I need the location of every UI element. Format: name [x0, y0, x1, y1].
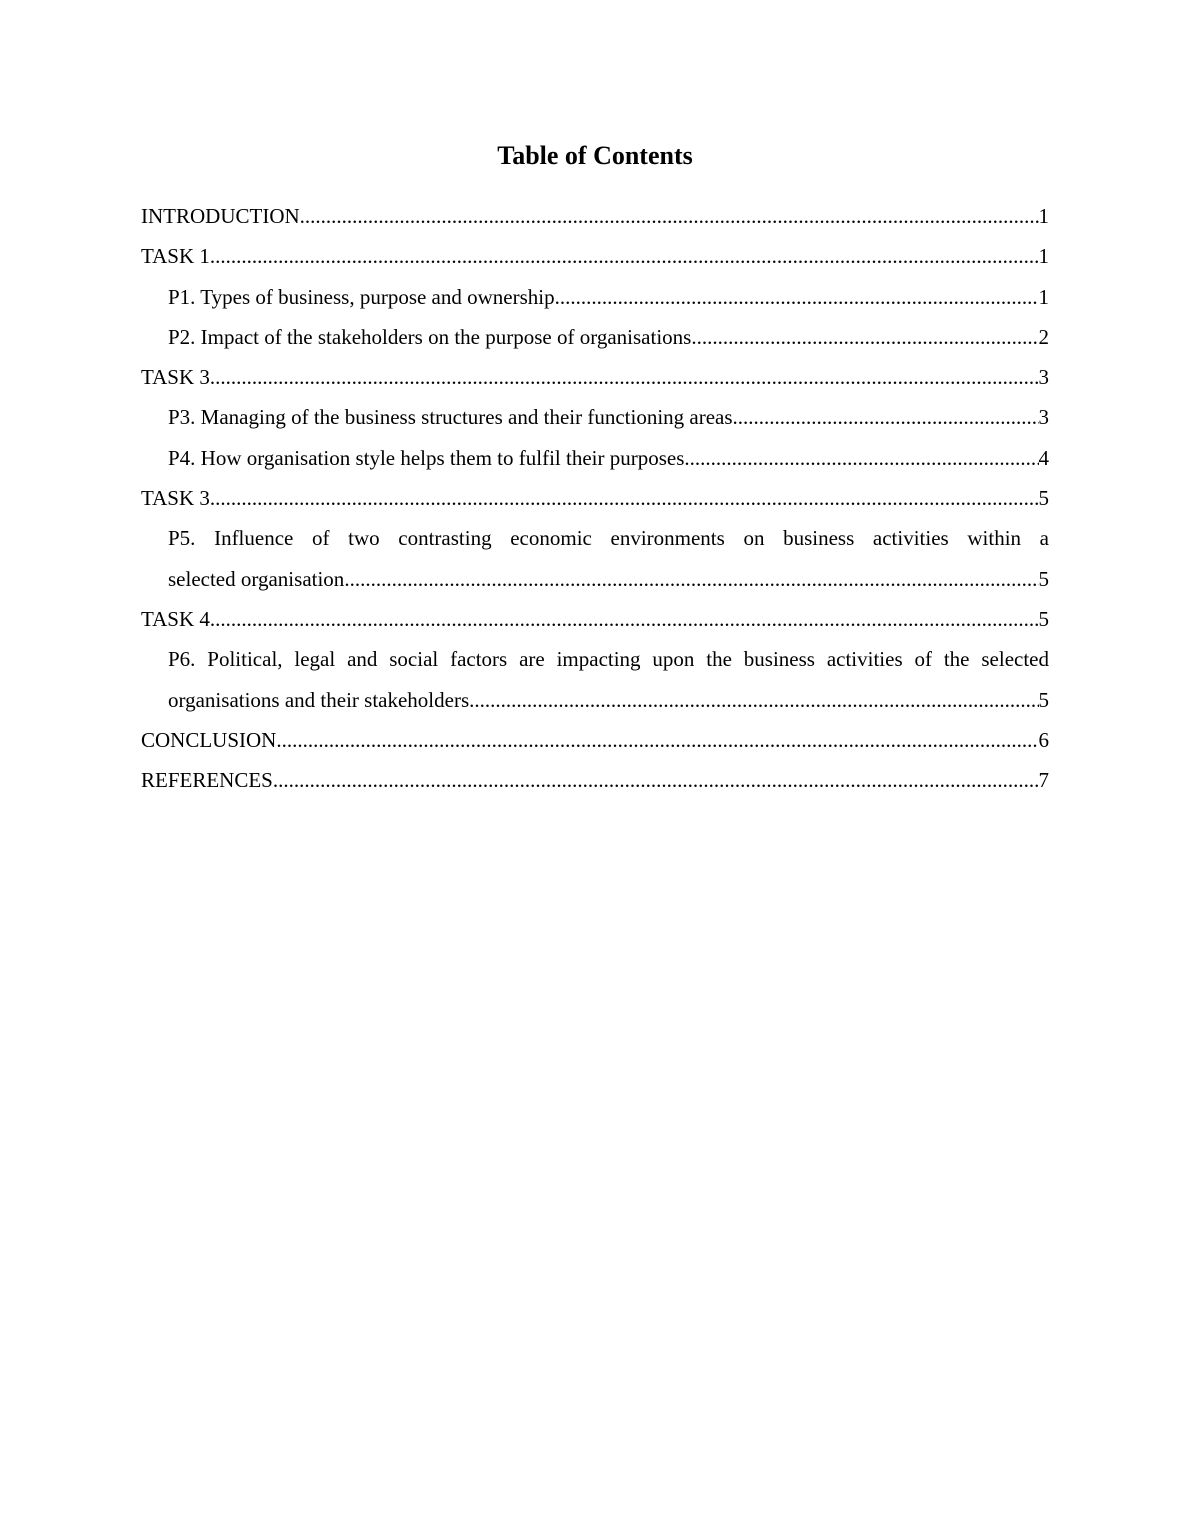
toc-entry-page: 5 [1038, 486, 1049, 511]
toc-entry-text-line-1: P5. Influence of two contrasting economic environments on business activities within a [168, 526, 1049, 551]
toc-entry-references[interactable] [141, 760, 1049, 800]
toc-entry-text: REFERENCES [141, 768, 273, 793]
dot-leader [344, 559, 1038, 599]
dot-leader [276, 720, 1038, 760]
dot-leader [210, 599, 1039, 639]
dot-leader [300, 196, 1039, 236]
toc-entry-text: TASK 3 [141, 365, 210, 390]
toc-entry-page: 3 [1038, 365, 1049, 390]
dot-leader [469, 680, 1038, 720]
toc-entry-page: 5 [1038, 566, 1049, 591]
toc-entry-text: INTRODUCTION [141, 204, 300, 228]
toc-list [141, 196, 1049, 800]
toc-entry-text: CONCLUSION [141, 727, 277, 752]
toc-entry-text: TASK 3 [141, 486, 210, 511]
toc-entry-introduction[interactable] [141, 196, 1049, 236]
dot-leader [555, 277, 1039, 317]
toc-entry-text: P2. Impact of the stakeholders on the purpose of organisations [168, 324, 692, 349]
dot-leader [210, 478, 1039, 518]
toc-entry-p4[interactable] [141, 438, 1049, 478]
dot-leader [684, 438, 1038, 478]
toc-entry-text-line-2: selected organisation [168, 566, 345, 591]
toc-entry-task-3-second[interactable] [141, 478, 1049, 518]
dot-leader [210, 236, 1039, 276]
toc-entry-p1[interactable] [141, 277, 1049, 317]
toc-entry-task-1[interactable] [141, 236, 1049, 276]
dot-leader [210, 357, 1039, 397]
toc-entry-text-line-1: P6. Political, legal and social factors are impacting upon the business activities of the selected [168, 647, 1049, 672]
toc-entry-task-3[interactable] [141, 357, 1049, 397]
toc-entry-page: 6 [1038, 727, 1049, 752]
toc-entry-text: TASK 1 [141, 244, 210, 269]
dot-leader [733, 397, 1039, 437]
toc-entry-p6[interactable] [141, 639, 1049, 720]
toc-entry-page: 1 [1038, 284, 1049, 309]
dot-leader [691, 317, 1038, 357]
toc-entry-text: P1. Types of business, purpose and ownership [168, 284, 555, 309]
toc-entry-page: 4 [1038, 445, 1049, 470]
toc-entry-task-4[interactable] [141, 599, 1049, 639]
toc-title: Table of Contents [497, 141, 693, 170]
toc-entry-conclusion[interactable] [141, 720, 1049, 760]
toc-entry-p3[interactable] [141, 397, 1049, 437]
toc-entry-page: 3 [1038, 405, 1049, 430]
toc-entry-page: 5 [1038, 606, 1049, 631]
toc-entry-page: 1 [1038, 244, 1049, 269]
toc-entry-page: 2 [1038, 324, 1049, 349]
toc-entry-text-line-2: organisations and their stakeholders [168, 687, 470, 712]
toc-entry-page: 7 [1038, 768, 1049, 793]
toc-entry-page: 5 [1038, 687, 1049, 712]
dot-leader [273, 760, 1039, 800]
toc-entry-text: P4. How organisation style helps them to fulfil their purposes [168, 445, 685, 470]
toc-entry-text: TASK 4 [141, 606, 210, 631]
toc-entry-p2[interactable] [141, 317, 1049, 357]
toc-entry-text: P3. Managing of the business structures and their functioning areas [168, 405, 733, 430]
toc-entry-p5[interactable] [141, 518, 1049, 599]
toc-entry-page: 1 [1038, 204, 1049, 228]
